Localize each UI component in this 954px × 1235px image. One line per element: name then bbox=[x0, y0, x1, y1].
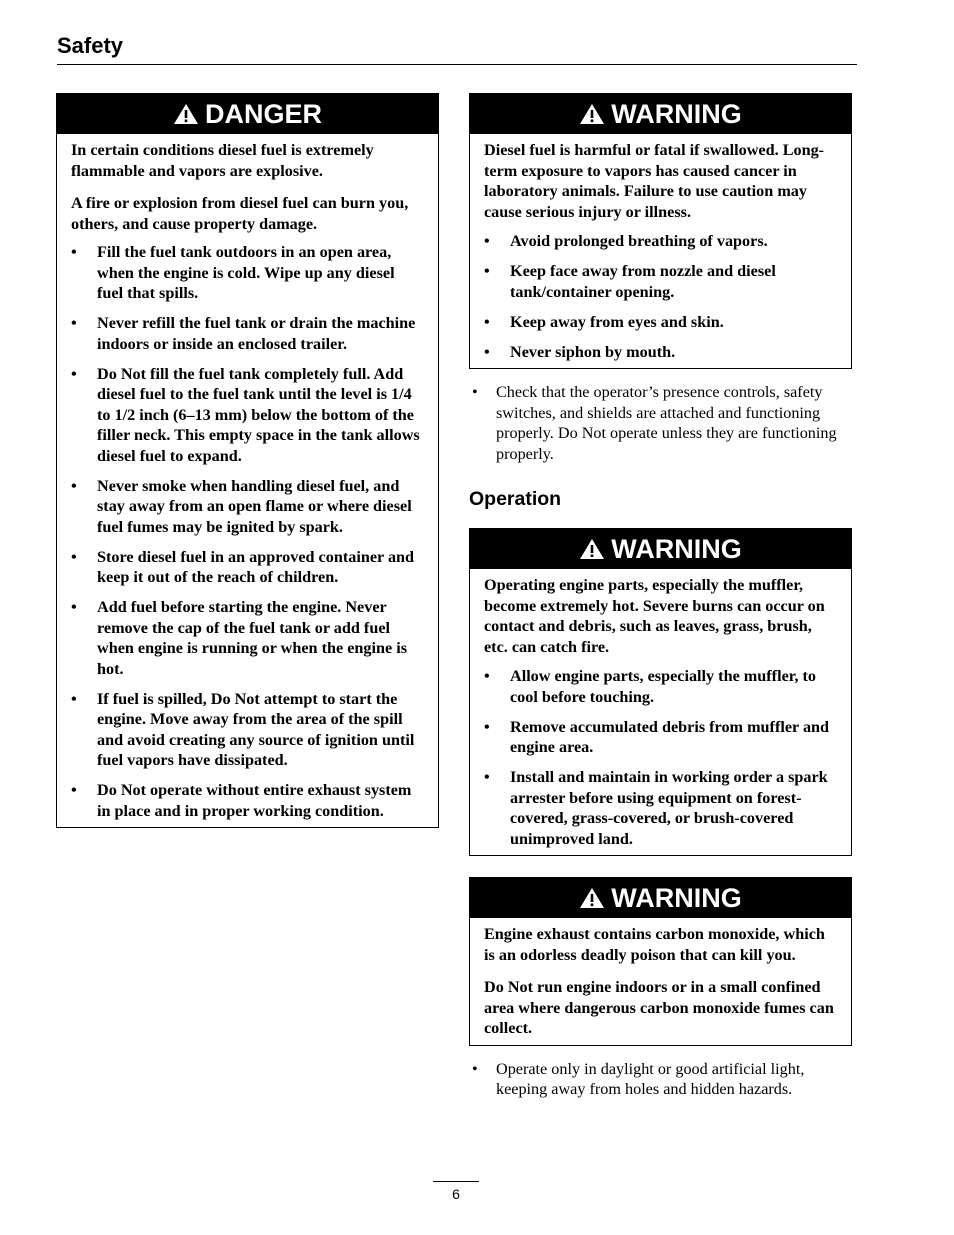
hot-parts-warning-banner bbox=[470, 529, 851, 569]
left-column bbox=[56, 93, 439, 828]
page-number: 6 bbox=[433, 1181, 479, 1202]
operation-title: Operation bbox=[469, 488, 562, 510]
danger-bullet: • Store diesel fuel in an approved container and keep it out of the reach of children. bbox=[71, 547, 424, 588]
danger-bullet: • Do Not operate without entire exhaust system in place and in proper working condition. bbox=[71, 780, 424, 821]
danger-bullet: • Add fuel before starting the engine. Never remove the cap of the fuel tank or add fuel when engine is running or when the engine is hot. bbox=[71, 597, 424, 679]
hot-parts-warning-box bbox=[469, 528, 852, 856]
danger-banner bbox=[57, 94, 438, 134]
fuel-warning-paragraph: Diesel fuel is harmful or fatal if swallowed. Long-term exposure to vapors has caused cancer in laboratory animals. Failure to use caution may cause serious injury or illness. bbox=[484, 141, 825, 221]
danger-bullet: • Fill the fuel tank outdoors in an open area, when the engine is cold. Wipe up any diesel fuel that spills. bbox=[71, 242, 424, 304]
section-title: Safety bbox=[57, 33, 124, 58]
danger-bullet: • Never refill the fuel tank or drain the machine indoors or inside an enclosed trailer. bbox=[71, 313, 424, 354]
hot-parts-warning-bullet: • Install and maintain in working order a spark arrester before using equipment on forest-covered, grass-covered, or brush-covered unimproved land. bbox=[484, 767, 837, 849]
warning-triangle-icon bbox=[173, 103, 199, 125]
fuel-warning-body bbox=[470, 134, 851, 368]
warning-triangle-icon bbox=[579, 887, 605, 909]
hot-parts-warning-paragraph: Operating engine parts, especially the muffler, become extremely hot. Severe burns can occur on contact and debris, such as leaves, grass, brush, etc. can catch fire. bbox=[484, 576, 825, 656]
fuel-warning-banner bbox=[470, 94, 851, 134]
fuel-warning-heading: WARNING bbox=[611, 98, 742, 129]
danger-bullet: • If fuel is spilled, Do Not attempt to start the engine. Move away from the area of the spill and avoid creating any source of ignition until fuel vapors have dissipated. bbox=[71, 689, 424, 771]
fuel-warning-bullet: • Keep face away from nozzle and diesel tank/container opening. bbox=[484, 261, 837, 302]
danger-bullet: • Do Not fill the fuel tank completely full. Add diesel fuel to the fuel tank until the level is 1/4 to 1/2 inch (6–13 mm) below the bottom of the filler neck. This empty space in the tank allows diesel fuel to expand. bbox=[71, 364, 424, 467]
hot-parts-warning-bullet: • Allow engine parts, especially the muffler, to cool before touching. bbox=[484, 666, 837, 707]
fuel-warning-box bbox=[469, 93, 852, 369]
danger-bullet: • Never smoke when handling diesel fuel, and stay away from an open flame or where diesel fuel fumes may be ignited by spark. bbox=[71, 476, 424, 538]
warning-triangle-icon bbox=[579, 538, 605, 560]
fuel-warning-bullet: • Never siphon by mouth. bbox=[484, 342, 837, 363]
carbon-monoxide-warning-banner bbox=[470, 878, 851, 918]
fuel-warning-bullet: • Avoid prolonged breathing of vapors. bbox=[484, 231, 837, 252]
hot-parts-warning-bullet-list bbox=[484, 666, 837, 849]
danger-bullet-list bbox=[71, 242, 424, 821]
warning-triangle-icon bbox=[579, 103, 605, 125]
danger-paragraph: In certain conditions diesel fuel is extremely flammable and vapors are explosive. bbox=[71, 141, 374, 180]
general-safety-list bbox=[469, 382, 852, 464]
danger-heading: DANGER bbox=[204, 98, 322, 129]
danger-body bbox=[57, 134, 438, 827]
header-rule bbox=[57, 64, 857, 65]
carbon-monoxide-warning-paragraph: Engine exhaust contains carbon monoxide, which is an odorless deadly poison that can kill you. bbox=[484, 925, 825, 964]
danger-paragraph: A fire or explosion from diesel fuel can burn you, others, and cause property damage. bbox=[71, 194, 409, 233]
hot-parts-warning-heading: WARNING bbox=[611, 533, 742, 564]
fuel-warning-bullet-list bbox=[484, 231, 837, 362]
operation-bullet: • Operate only in daylight or good artificial light, keeping away from holes and hidden hazards. bbox=[469, 1059, 852, 1100]
right-column bbox=[469, 93, 852, 1100]
carbon-monoxide-warning-body bbox=[470, 918, 851, 1045]
carbon-monoxide-warning-heading: WARNING bbox=[611, 882, 742, 913]
carbon-monoxide-warning-box bbox=[469, 877, 852, 1046]
operation-list bbox=[469, 1059, 852, 1100]
fuel-warning-bullet: • Keep away from eyes and skin. bbox=[484, 312, 837, 333]
general-safety-bullet: • Check that the operator’s presence controls, safety switches, and shields are attached and functioning properly. Do Not operate unless they are functioning properly. bbox=[469, 382, 852, 464]
hot-parts-warning-body bbox=[470, 569, 851, 855]
hot-parts-warning-bullet: • Remove accumulated debris from muffler and engine area. bbox=[484, 717, 837, 758]
danger-box bbox=[56, 93, 439, 828]
carbon-monoxide-warning-paragraph: Do Not run engine indoors or in a small confined area where dangerous carbon monoxide fumes can collect. bbox=[484, 978, 834, 1037]
